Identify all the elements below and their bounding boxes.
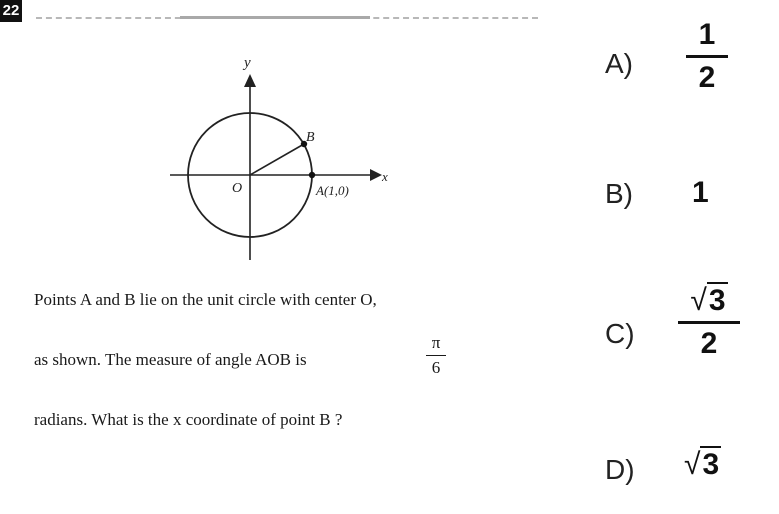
question-number: 22	[0, 0, 22, 22]
angle-fraction	[426, 333, 446, 378]
sqrt-symbol: √	[690, 284, 707, 317]
option-c-denominator: 2	[700, 327, 718, 360]
point-a-label: A(1,0)	[316, 183, 349, 198]
option-a-denominator: 2	[698, 61, 716, 94]
sqrt-symbol: √	[684, 448, 701, 481]
stem-line-1: Points A and B lie on the unit circle with center O,	[34, 290, 377, 309]
y-axis-label: y	[244, 55, 251, 71]
option-c-radicand: 3	[708, 284, 726, 317]
option-c-value[interactable]	[678, 284, 740, 361]
point-a	[309, 172, 315, 178]
point-b-label: B	[306, 130, 315, 145]
option-d-letter[interactable]: D)	[605, 454, 635, 485]
option-d-radicand: 3	[702, 448, 720, 481]
option-c-letter[interactable]: C)	[605, 318, 635, 349]
x-axis-label: x	[382, 169, 388, 184]
option-d-value[interactable]	[684, 448, 721, 482]
angle-denominator: 6	[431, 358, 441, 377]
option-c-numerator	[678, 284, 740, 318]
option-a-numerator: 1	[698, 18, 716, 51]
x-axis-arrow	[370, 169, 382, 181]
option-b-value[interactable]: 1	[692, 176, 709, 209]
origin-label: O	[232, 181, 243, 196]
option-b-letter[interactable]: B)	[605, 178, 633, 209]
stem-line-3: radians. What is the x coordinate of point B ?	[34, 410, 343, 429]
radius-ob	[250, 144, 304, 175]
option-a-letter[interactable]: A)	[605, 48, 633, 79]
angle-numerator: π	[431, 333, 441, 352]
header-divider-dark	[180, 16, 370, 19]
y-axis-arrow	[244, 74, 256, 87]
option-a-value[interactable]	[686, 18, 728, 95]
unit-circle-figure	[150, 50, 400, 265]
stem-line-2: as shown. The measure of angle AOB is	[34, 350, 307, 369]
